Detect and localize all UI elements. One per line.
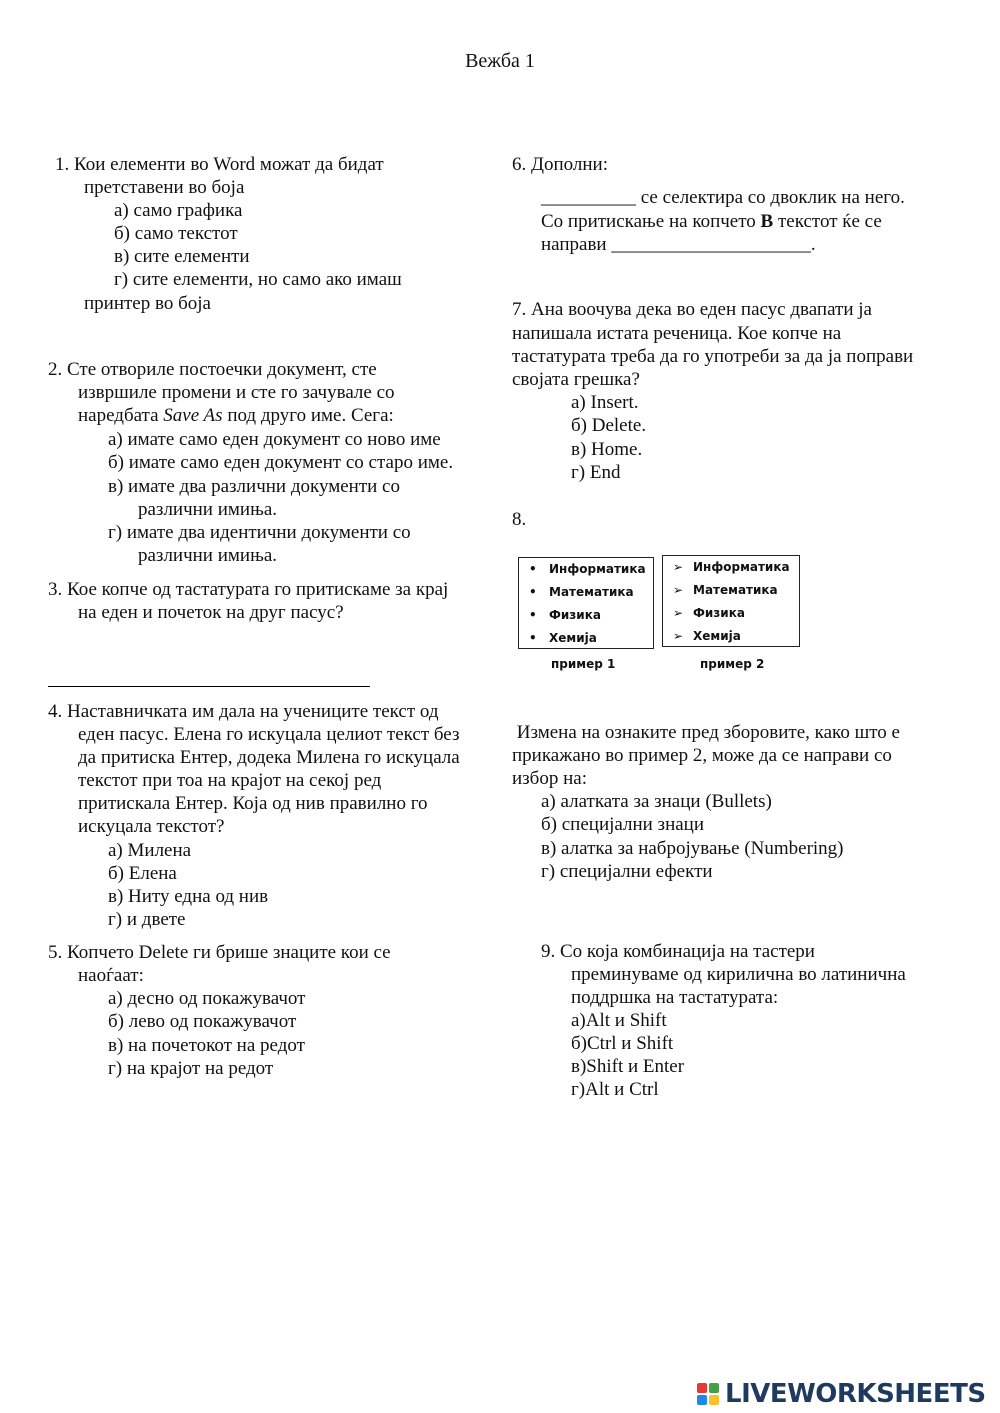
question-text: да притиска Ентер, додека Милена го искуцала bbox=[78, 747, 460, 768]
list-item-label: Хемија bbox=[549, 631, 597, 645]
answer-option: а) алатката за знаци (Bullets) bbox=[541, 791, 772, 812]
question-number: 8. bbox=[512, 509, 527, 530]
example-caption: пример 1 bbox=[551, 657, 616, 671]
question-text-part: под друго име. Сега: bbox=[222, 405, 394, 426]
question-text: својата грешка? bbox=[512, 369, 640, 390]
answer-line[interactable] bbox=[48, 686, 370, 687]
question-text: 7. Ана воочува дека во еден пасус двапати ја bbox=[512, 299, 872, 320]
question-text: 2. Сте отвориле постоечки документ, сте bbox=[48, 359, 377, 380]
answer-option: б) Елена bbox=[108, 863, 177, 884]
question-text: избор на: bbox=[512, 768, 587, 789]
list-item-label: Физика bbox=[549, 608, 601, 622]
list-item-label: Математика bbox=[693, 583, 778, 597]
answer-option-continued: принтер во боја bbox=[84, 293, 211, 314]
answer-option: в) имате два различни документи со bbox=[108, 476, 400, 497]
list-item bbox=[673, 583, 778, 597]
question-text: поддршка на тастатурата: bbox=[571, 987, 779, 1008]
logo-text: LIVEWORKSHEETS bbox=[725, 1379, 986, 1409]
example-caption: пример 2 bbox=[700, 657, 765, 671]
answer-option: г) End bbox=[571, 462, 621, 483]
list-item bbox=[529, 608, 601, 622]
answer-option: б)Ctrl и Shift bbox=[571, 1033, 674, 1054]
question-text: 4. Наставничката им дала на учениците текст од bbox=[48, 701, 439, 722]
bullet-dot-icon: • bbox=[529, 562, 537, 576]
list-item bbox=[673, 629, 741, 643]
list-item bbox=[529, 562, 646, 576]
answer-option: г) специјални ефекти bbox=[541, 861, 713, 882]
question-text: напишала истата реченица. Кое копче на bbox=[512, 323, 842, 344]
question-text: притискала Ентер. Која од нив правилно го bbox=[78, 793, 428, 814]
question-text: прикажано во пример 2, може да се направи со bbox=[512, 745, 892, 766]
save-as-term: Save As bbox=[163, 405, 223, 426]
answer-option: а)Alt и Shift bbox=[571, 1010, 667, 1031]
answer-option: в) Home. bbox=[571, 439, 643, 460]
question-text: текстот при тоа на крајот на секој ред bbox=[78, 770, 382, 791]
answer-option: г) и двете bbox=[108, 909, 186, 930]
logo-square bbox=[697, 1383, 707, 1393]
arrow-bullet-icon: ➢ bbox=[673, 583, 684, 597]
question-text: претставени во боја bbox=[84, 177, 245, 198]
question-text: 1. Кои елементи во Word можат да бидат bbox=[55, 154, 384, 175]
answer-option: б) имате само еден документ со старо име. bbox=[108, 452, 454, 473]
bullet-list-example-1 bbox=[518, 557, 654, 649]
list-item bbox=[673, 606, 745, 620]
answer-option: б) Delete. bbox=[571, 415, 647, 436]
answer-option: в) сите елементи bbox=[114, 246, 250, 267]
question-text bbox=[541, 210, 882, 233]
list-item bbox=[529, 585, 634, 599]
answer-option: г) имате два идентични документи со bbox=[108, 522, 411, 543]
question-text: наоѓаат: bbox=[78, 965, 144, 986]
answer-option: в) Ниту една од нив bbox=[108, 886, 269, 907]
question-text: Измена на ознаките пред зборовите, како што е bbox=[512, 722, 900, 743]
answer-option: г) сите елементи, но само ако имаш bbox=[114, 269, 402, 290]
question-text: преминуваме од кирилична во латинична bbox=[571, 964, 906, 985]
question-text: на еден и почеток на друг пасус? bbox=[78, 602, 344, 623]
question-text: еден пасус. Елена го искуцала целиот текст без bbox=[78, 724, 460, 745]
answer-option: в) алатка за набројување (Numbering) bbox=[541, 838, 844, 859]
question-text: 6. Дополни: bbox=[512, 154, 608, 175]
question-text-part: текстот ќе се bbox=[773, 211, 882, 232]
answer-option-continued: различни имиња. bbox=[138, 499, 278, 520]
question-text: 5. Копчето Delete ги брише знаците кои се bbox=[48, 942, 391, 963]
question-text-part: наредбата bbox=[78, 405, 164, 426]
answer-option: а) десно од покажувачот bbox=[108, 988, 306, 1009]
question-text: тастатурата треба да го употреби за да ја поправи bbox=[512, 346, 914, 367]
bullet-dot-icon: • bbox=[529, 585, 537, 599]
question-text: 3. Кое копче од тастатурата го притискаме за крај bbox=[48, 579, 449, 600]
question-text: искуцала текстот? bbox=[78, 816, 225, 837]
question-text: 9. Со која комбинација на тастери bbox=[541, 941, 815, 962]
answer-option: а) Милена bbox=[108, 840, 192, 861]
logo-mark-icon bbox=[697, 1383, 719, 1405]
bold-button-label: B bbox=[760, 211, 774, 232]
logo-square bbox=[697, 1395, 707, 1405]
arrow-bullet-icon: ➢ bbox=[673, 629, 684, 643]
question-text bbox=[78, 404, 394, 427]
liveworksheets-logo[interactable] bbox=[697, 1378, 986, 1410]
answer-option: г)Alt и Ctrl bbox=[571, 1079, 659, 1100]
list-item-label: Математика bbox=[549, 585, 634, 599]
list-item bbox=[529, 631, 597, 645]
answer-option: б) лево од покажувачот bbox=[108, 1011, 297, 1032]
list-item bbox=[673, 560, 790, 574]
list-item-label: Информатика bbox=[693, 560, 790, 574]
arrow-bullet-icon: ➢ bbox=[673, 560, 684, 574]
answer-option: а) Insert. bbox=[571, 392, 639, 413]
answer-option-continued: различни имиња. bbox=[138, 545, 278, 566]
fill-blank-line[interactable]: __________ се селектира со двоклик на него. bbox=[541, 187, 905, 208]
list-item-label: Хемија bbox=[693, 629, 741, 643]
answer-option: а) имате само еден документ со ново име bbox=[108, 429, 441, 450]
question-text-part: Со притискање на копчето bbox=[541, 211, 761, 232]
answer-option: б) само текстот bbox=[114, 223, 238, 244]
answer-option: б) специјални знаци bbox=[541, 814, 705, 835]
page-title: Вежба 1 bbox=[465, 50, 535, 72]
bullet-list-example-2 bbox=[662, 555, 800, 647]
answer-option: в)Shift и Enter bbox=[571, 1056, 685, 1077]
answer-option: г) на крајот на редот bbox=[108, 1058, 274, 1079]
question-text: извршиле промени и сте го зачувале со bbox=[78, 382, 395, 403]
bullet-dot-icon: • bbox=[529, 608, 537, 622]
logo-square bbox=[709, 1383, 719, 1393]
list-item-label: Информатика bbox=[549, 562, 646, 576]
answer-option: в) на почетокот на редот bbox=[108, 1035, 305, 1056]
answer-option: а) само графика bbox=[114, 200, 243, 221]
fill-blank-line[interactable]: направи _____________________. bbox=[541, 234, 816, 255]
list-item-label: Физика bbox=[693, 606, 745, 620]
logo-square bbox=[709, 1395, 719, 1405]
arrow-bullet-icon: ➢ bbox=[673, 606, 684, 620]
bullet-dot-icon: • bbox=[529, 631, 537, 645]
